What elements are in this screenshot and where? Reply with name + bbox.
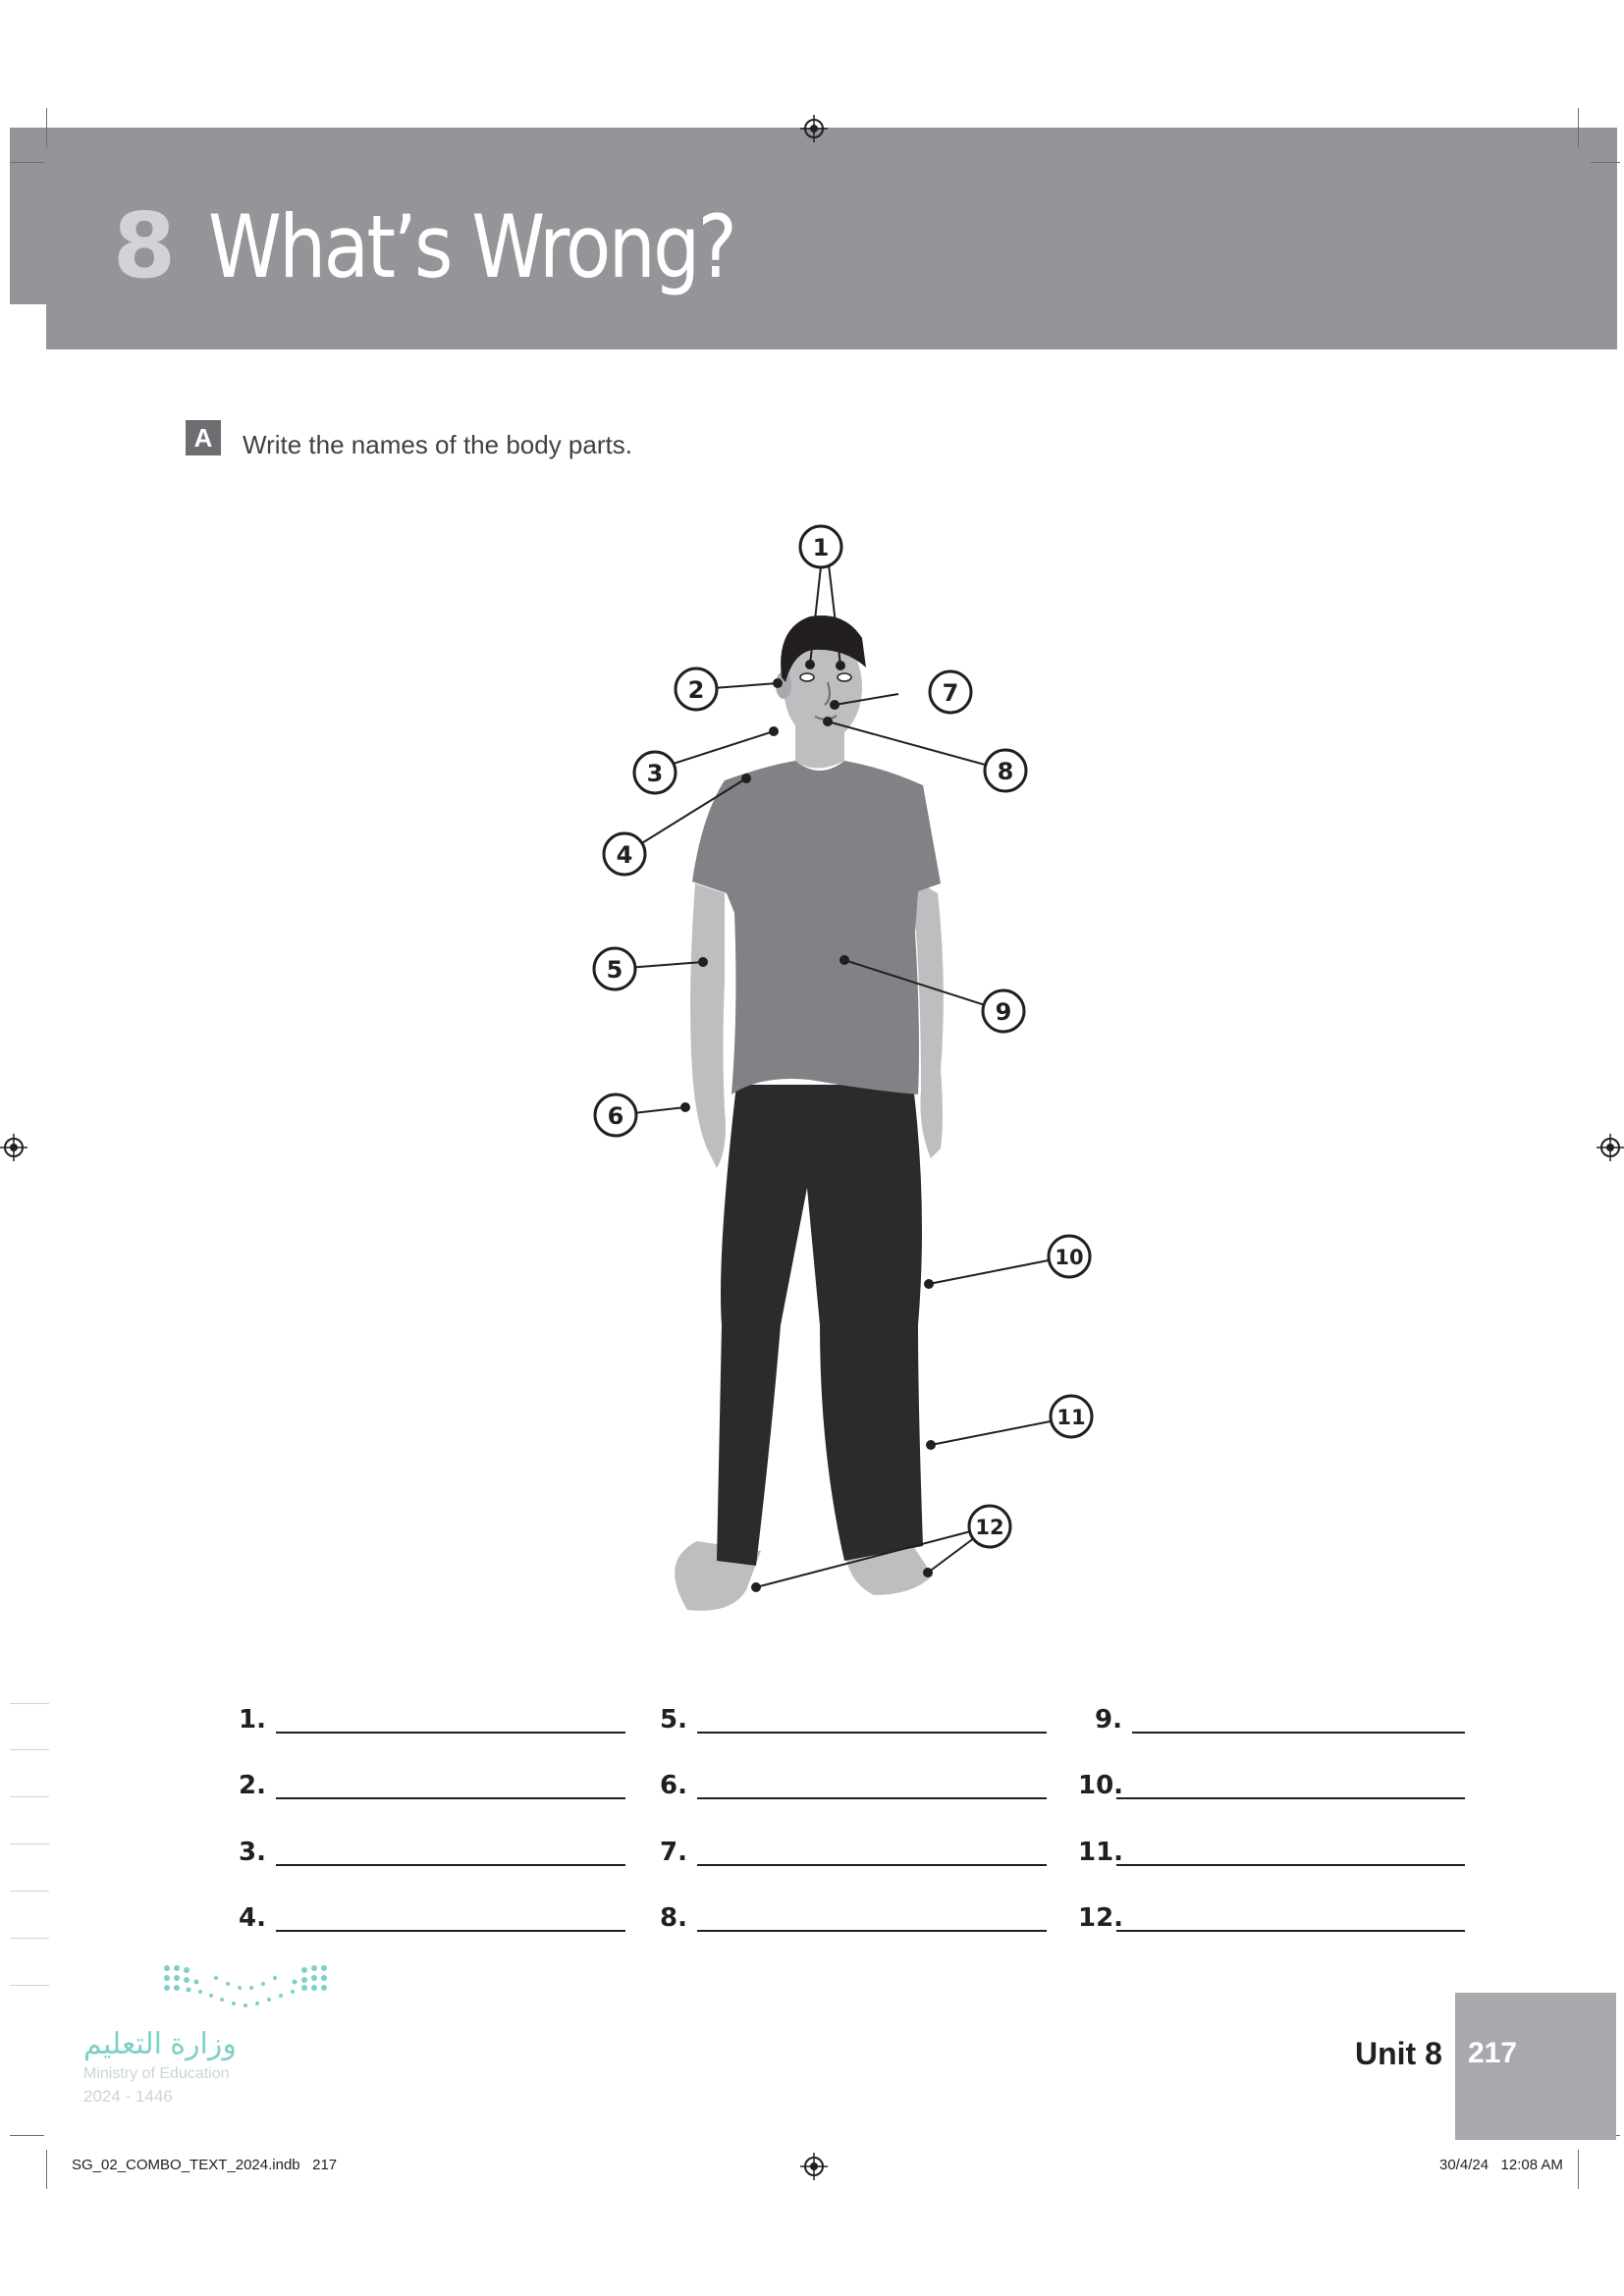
callout-label: 8: [997, 758, 1014, 785]
side-rule: [10, 1938, 49, 1939]
callout-4: [604, 833, 645, 875]
answer-number: 1.: [239, 1705, 266, 1735]
answer-field[interactable]: [276, 1930, 625, 1932]
instruction-text: Write the names of the body parts.: [243, 430, 632, 459]
crop-mark: [10, 162, 44, 163]
callout-11: [1051, 1396, 1092, 1437]
answer-field[interactable]: [1116, 1864, 1465, 1866]
ministry-arabic-name: وزارة التعليم: [83, 2028, 237, 2060]
callout-label: 6: [607, 1102, 624, 1130]
answer-field[interactable]: [276, 1864, 625, 1866]
side-rule: [10, 1796, 49, 1797]
crop-mark: [1578, 2150, 1579, 2189]
answer-field[interactable]: [1116, 1797, 1465, 1799]
unit-label: Unit 8: [1355, 2036, 1442, 2071]
left-arm: [690, 883, 726, 1168]
ministry-english-name: Ministry of Education: [83, 2065, 230, 2082]
eye: [838, 673, 851, 681]
ministry-logo-icon: [157, 1958, 334, 2017]
crop-mark: [10, 2135, 44, 2136]
answer-field[interactable]: [1132, 1732, 1465, 1734]
callout-3: [634, 752, 676, 793]
print-date: 30/4/24 12:08 AM: [1439, 2157, 1563, 2173]
eye: [800, 673, 814, 681]
section-badge: A: [186, 420, 221, 455]
answer-number: 7.: [660, 1838, 687, 1867]
registration-mark-icon: [1597, 1134, 1624, 1161]
answer-number: 10.: [1078, 1771, 1124, 1800]
registration-mark-icon: [800, 115, 828, 142]
callout-label: 4: [616, 841, 633, 869]
answer-field[interactable]: [276, 1732, 625, 1734]
answer-field[interactable]: [697, 1732, 1047, 1734]
answer-field[interactable]: [697, 1864, 1047, 1866]
chapter-number: 8: [113, 193, 175, 298]
answer-number: 12.: [1078, 1903, 1124, 1933]
answer-field[interactable]: [1116, 1930, 1465, 1932]
callout-12: [969, 1506, 1010, 1547]
crop-mark: [46, 2150, 47, 2189]
callout-label: 12: [975, 1516, 1004, 1539]
callout-label: 5: [606, 956, 623, 984]
answer-number: 3.: [239, 1838, 266, 1867]
answer-number: 6.: [660, 1771, 687, 1800]
callout-label: 10: [1055, 1246, 1084, 1269]
pants: [717, 1085, 923, 1566]
crop-mark: [46, 108, 47, 147]
callout-label: 1: [812, 534, 830, 561]
callout-7: [930, 671, 971, 713]
callout-1: [800, 526, 841, 567]
answer-field[interactable]: [276, 1797, 625, 1799]
page-title: What’s Wrong?: [208, 196, 735, 297]
answer-number: 8.: [660, 1903, 687, 1933]
body-parts-figure: [550, 520, 1100, 1629]
callout-5: [594, 948, 635, 989]
callout-6: [595, 1095, 636, 1136]
callout-8: [985, 750, 1026, 791]
answer-number: 11.: [1078, 1838, 1124, 1867]
callout-9: [983, 990, 1024, 1032]
answer-number: 4.: [239, 1903, 266, 1933]
shirt: [692, 761, 941, 1095]
callout-label: 2: [687, 676, 705, 704]
answer-field[interactable]: [697, 1930, 1047, 1932]
callout-label: 11: [1056, 1406, 1086, 1429]
crop-mark: [1591, 162, 1620, 163]
side-rule: [10, 1985, 49, 1986]
answer-number: 5.: [660, 1705, 687, 1735]
answer-number: 2.: [239, 1771, 266, 1800]
callout-10: [1049, 1236, 1090, 1277]
print-slug: SG_02_COMBO_TEXT_2024.indb 217: [72, 2157, 338, 2173]
side-rule: [10, 1703, 49, 1704]
callout-label: 9: [995, 998, 1012, 1026]
callout-label: 3: [646, 760, 664, 787]
answer-field[interactable]: [697, 1797, 1047, 1799]
header-band-extension: [10, 128, 49, 304]
side-rule: [10, 1891, 49, 1892]
registration-mark-icon: [800, 2153, 828, 2180]
crop-mark: [1578, 108, 1579, 147]
page-number: 217: [1468, 2037, 1518, 2069]
answer-number: 9.: [1095, 1705, 1122, 1735]
side-rule: [10, 1843, 49, 1844]
callout-2: [676, 668, 717, 710]
side-rule: [10, 1749, 49, 1750]
registration-mark-icon: [0, 1134, 27, 1161]
ministry-year: 2024 - 1446: [83, 2087, 173, 2106]
callout-label: 7: [942, 679, 959, 707]
